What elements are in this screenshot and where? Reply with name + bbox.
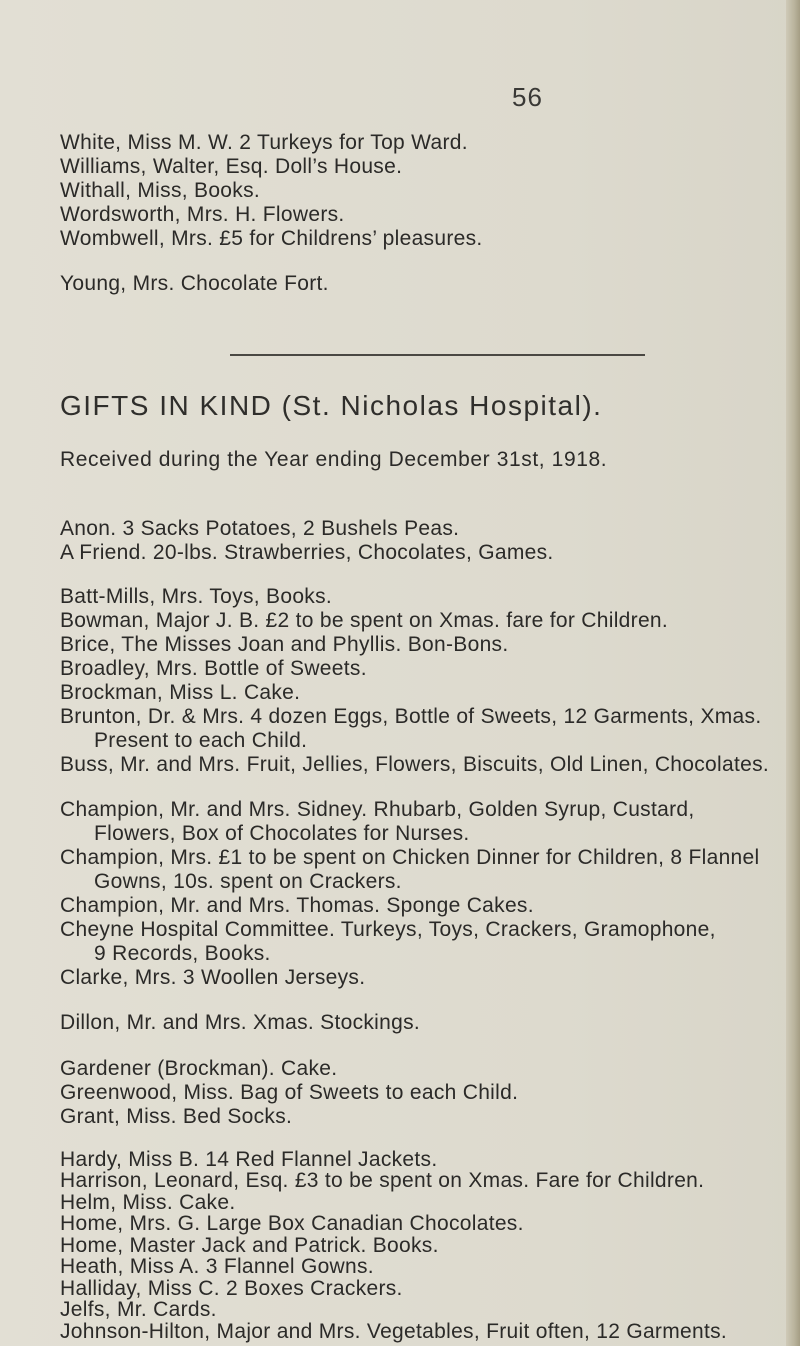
entry-line: Home, Master Jack and Patrick. Books. <box>60 1234 439 1257</box>
section-subheading: Received during the Year ending December 31st, 1918. <box>60 448 608 471</box>
top-entry: Withall, Miss, Books. <box>60 179 261 202</box>
entry-line: Greenwood, Miss. Bag of Sweets to each Child. <box>60 1081 519 1104</box>
page-number: 56 <box>512 82 543 112</box>
entry-line: Dillon, Mr. and Mrs. Xmas. Stockings. <box>60 1011 421 1034</box>
entry-line: Broadley, Mrs. Bottle of Sweets. <box>60 657 367 680</box>
entry-line: Hardy, Miss B. 14 Red Flannel Jackets. <box>60 1148 438 1171</box>
entry-line: A Friend. 20-lbs. Strawberries, Chocolates, Games. <box>60 541 554 564</box>
page-edge <box>786 0 800 1346</box>
entry-continuation: Gowns, 10s. spent on Crackers. <box>94 870 402 893</box>
entry-line: Clarke, Mrs. 3 Woollen Jerseys. <box>60 966 366 989</box>
entry-line: Brockman, Miss L. Cake. <box>60 681 301 704</box>
entry-line: Brice, The Misses Joan and Phyllis. Bon-Bons. <box>60 633 509 656</box>
section-heading: GIFTS IN KIND (St. Nicholas Hospital). <box>60 390 603 421</box>
entry-line: Jelfs, Mr. Cards. <box>60 1298 217 1321</box>
entry-continuation: Flowers, Box of Chocolates for Nurses. <box>94 822 470 845</box>
entry-line: Heath, Miss A. 3 Flannel Gowns. <box>60 1255 374 1278</box>
entry-line: Anon. 3 Sacks Potatoes, 2 Bushels Peas. <box>60 517 460 540</box>
entry-line: Batt-Mills, Mrs. Toys, Books. <box>60 585 333 608</box>
entry-line: Bowman, Major J. B. £2 to be spent on Xmas. fare for Children. <box>60 609 669 632</box>
entry-line: Brunton, Dr. & Mrs. 4 dozen Eggs, Bottle of Sweets, 12 Garments, Xmas. <box>60 705 762 728</box>
entry-line: Champion, Mr. and Mrs. Thomas. Sponge Cakes. <box>60 894 534 917</box>
divider-rule <box>230 354 645 356</box>
entry-continuation: Present to each Child. <box>94 729 308 752</box>
top-entry: Wombwell, Mrs. £5 for Childrens’ pleasures. <box>60 227 483 250</box>
entry-continuation: 9 Records, Books. <box>94 942 271 965</box>
entry-line: Home, Mrs. G. Large Box Canadian Chocolates. <box>60 1212 524 1235</box>
entry-line: Cheyne Hospital Committee. Turkeys, Toys, Crackers, Gramophone, <box>60 918 716 941</box>
top-entry: Young, Mrs. Chocolate Fort. <box>60 272 329 295</box>
entry-line: Johnson-Hilton, Major and Mrs. Vegetables, Fruit often, 12 Garments. <box>60 1320 728 1343</box>
entry-line: Harrison, Leonard, Esq. £3 to be spent on Xmas. Fare for Children. <box>60 1169 705 1192</box>
entry-line: Helm, Miss. Cake. <box>60 1191 236 1214</box>
entry-line: Champion, Mrs. £1 to be spent on Chicken Dinner for Children, 8 Flannel <box>60 846 760 869</box>
top-entry: White, Miss M. W. 2 Turkeys for Top Ward. <box>60 131 468 154</box>
entry-line: Grant, Miss. Bed Socks. <box>60 1105 293 1128</box>
top-entry: Williams, Walter, Esq. Doll’s House. <box>60 155 403 178</box>
entry-line: Halliday, Miss C. 2 Boxes Crackers. <box>60 1277 403 1300</box>
entry-line: Gardener (Brockman). Cake. <box>60 1057 338 1080</box>
entry-line: Buss, Mr. and Mrs. Fruit, Jellies, Flowers, Biscuits, Old Linen, Chocolates. <box>60 753 770 776</box>
top-entry: Wordsworth, Mrs. H. Flowers. <box>60 203 345 226</box>
entry-line: Champion, Mr. and Mrs. Sidney. Rhubarb, Golden Syrup, Custard, <box>60 798 695 821</box>
